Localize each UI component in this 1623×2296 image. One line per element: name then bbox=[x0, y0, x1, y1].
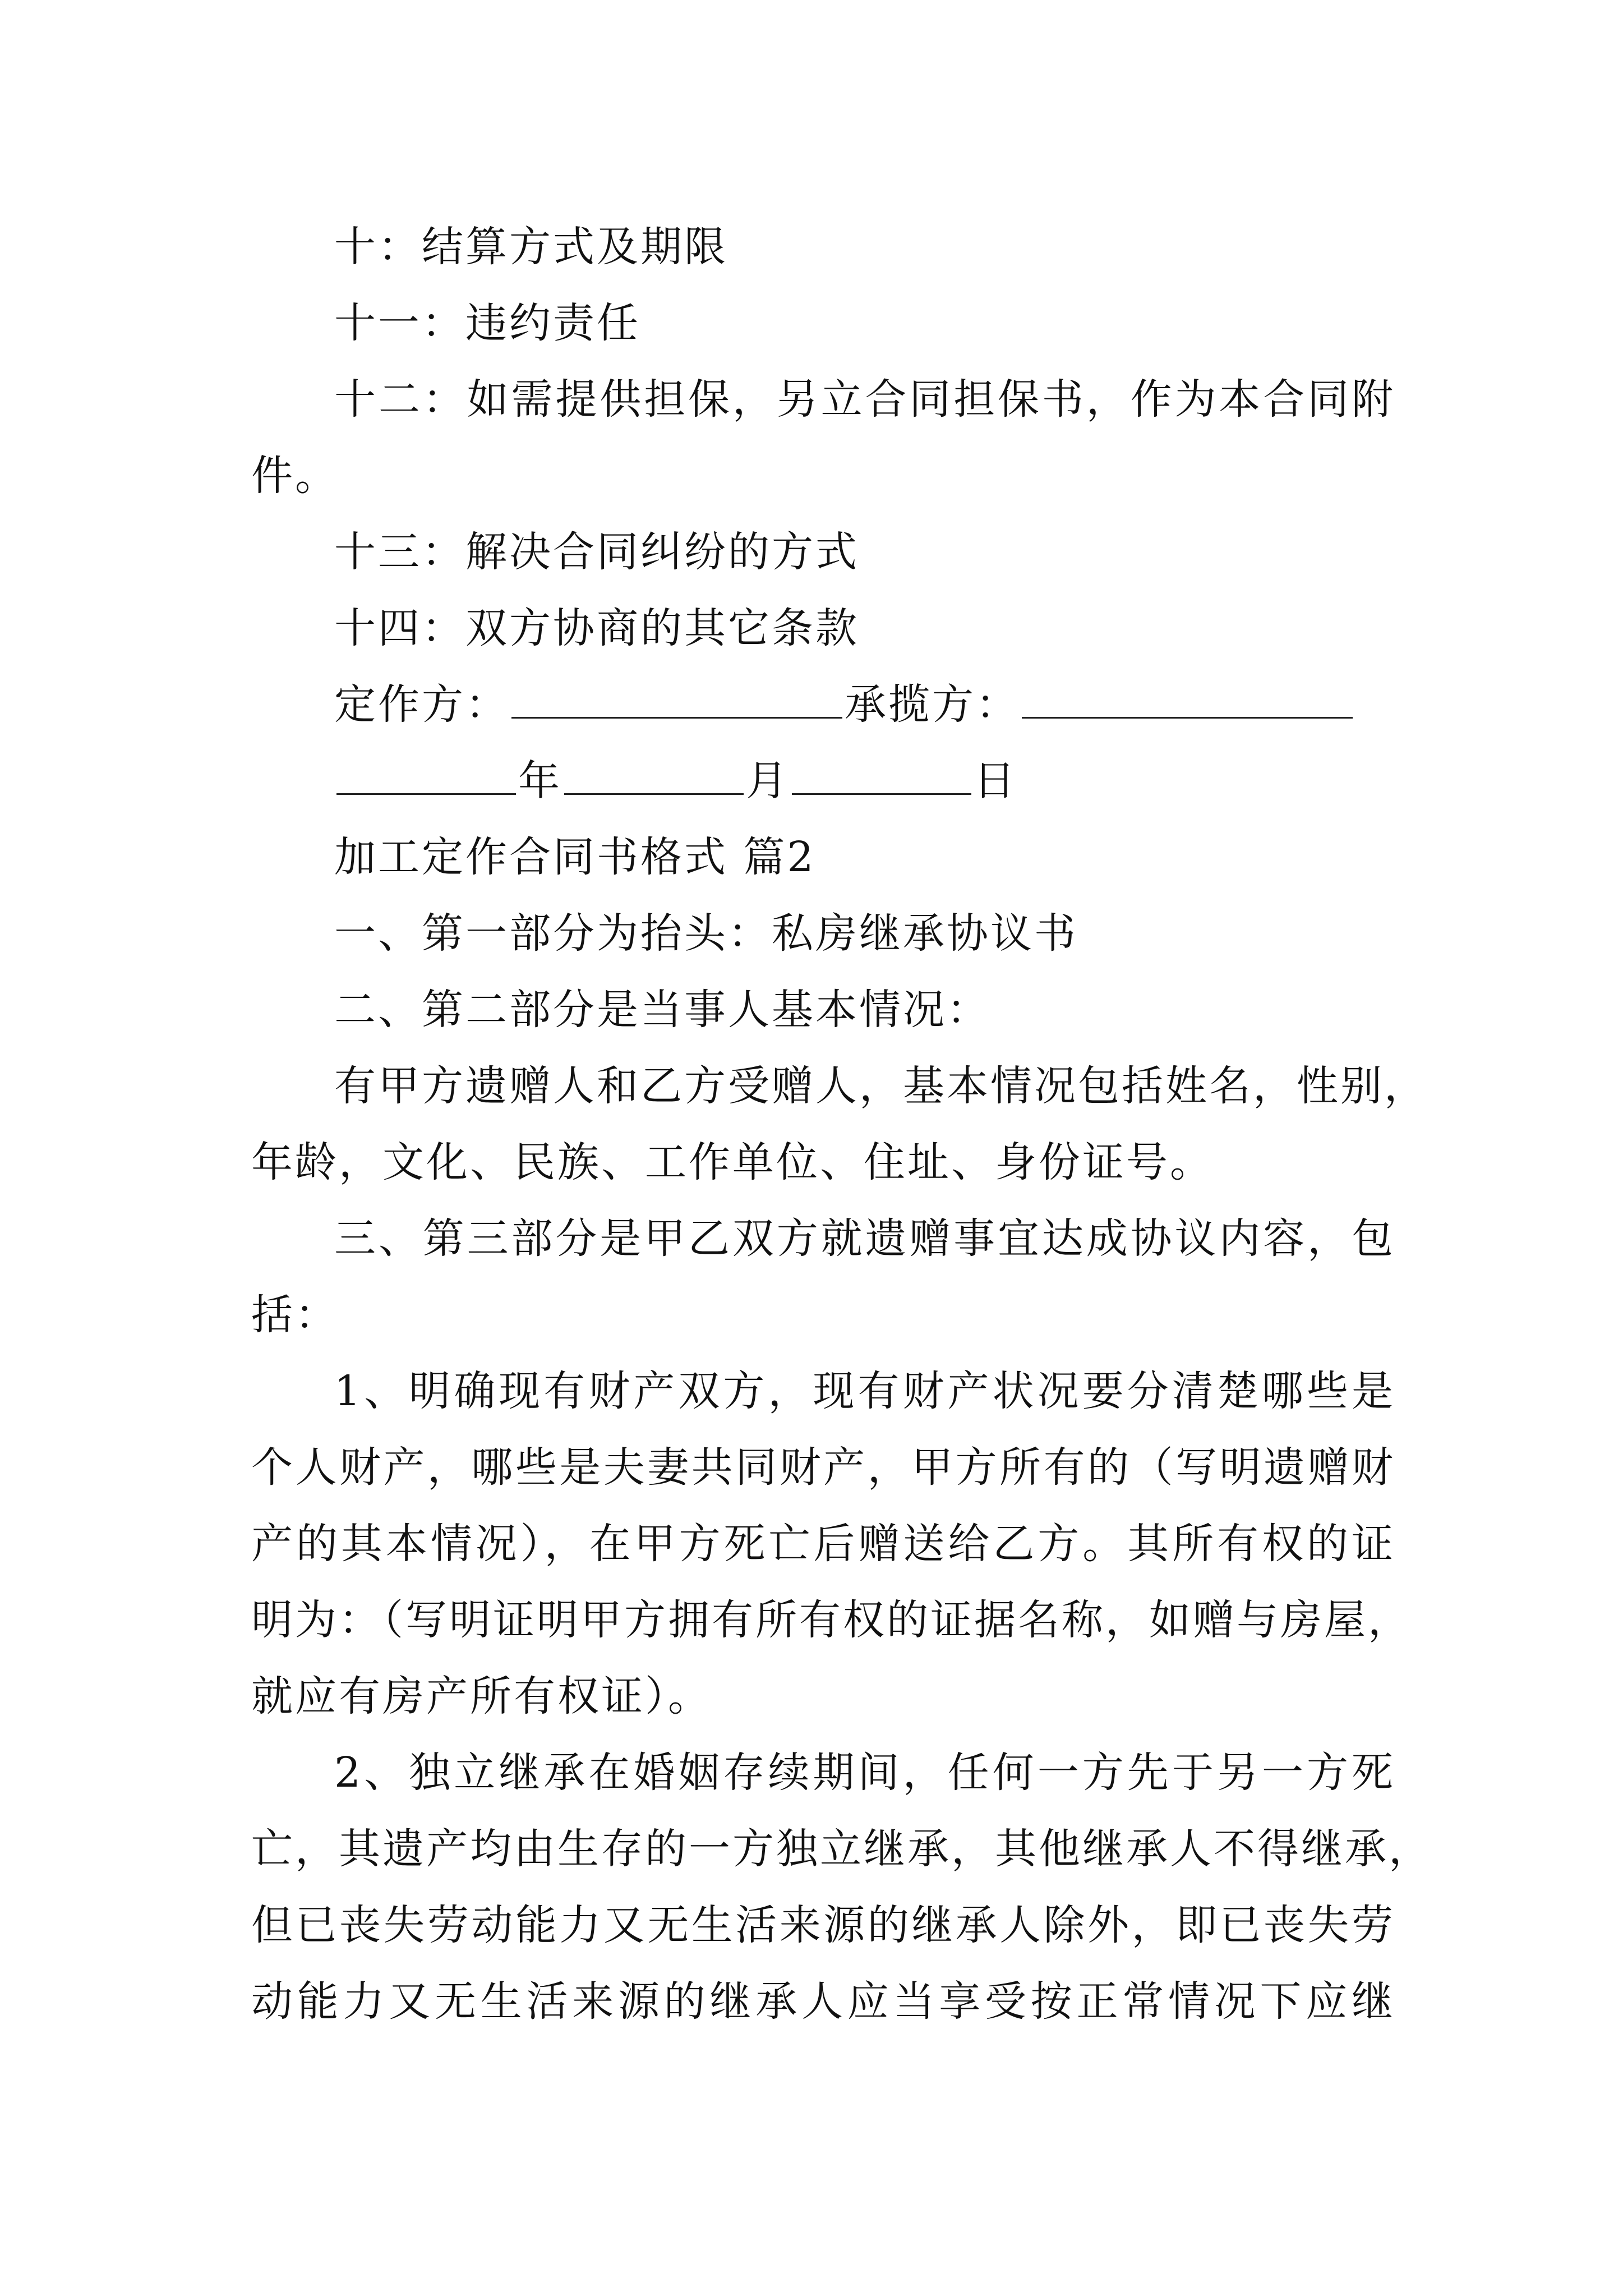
basic-info-line-1: 有甲方遗赠人和乙方受赠人，基本情况包括姓名，性别， bbox=[334, 1062, 1428, 1110]
basic-info-line-2: 年龄，文化、民族、工作单位、住址、身份证号。 bbox=[251, 1138, 1214, 1186]
year-blank bbox=[336, 754, 516, 795]
day-label: 日 bbox=[974, 757, 1017, 805]
section-2-part-2: 二、第二部分是当事人基本情况： bbox=[334, 986, 990, 1034]
item-1-line-2: 个人财产，哪些是夫妻共同财产，甲方所有的（写明遗赠财 bbox=[251, 1443, 1395, 1492]
month-label: 月 bbox=[746, 757, 790, 805]
item-1-line-3: 产的其本情况），在甲方死亡后赠送给乙方。其所有权的证 bbox=[251, 1520, 1395, 1568]
signature-parties-line bbox=[251, 666, 1401, 743]
orderer-label: 定作方： bbox=[334, 680, 509, 729]
month-blank bbox=[564, 754, 744, 795]
item-2-line-3: 但已丧失劳动能力又无生活来源的继承人除外，即已丧失劳 bbox=[251, 1901, 1395, 1949]
document-body bbox=[251, 209, 1432, 2040]
clause-11: 十一：违约责任 bbox=[334, 299, 640, 347]
item-2-line-1: 2、独立继承在婚姻存续期间，任何一方先于另一方死 bbox=[334, 1749, 1395, 1797]
item-1-line-1: 1、明确现有财产双方，现有财产状况要分清楚哪些是 bbox=[334, 1367, 1395, 1415]
contractor-blank bbox=[1022, 678, 1353, 719]
section-2-part-1: 一、第一部分为抬头：私房继承协议书 bbox=[334, 909, 1078, 958]
clause-13: 十三：解决合同纠纷的方式 bbox=[334, 528, 859, 576]
item-2-line-2: 亡，其遗产均由生存的一方独立继承，其他继承人不得继承， bbox=[251, 1825, 1432, 1873]
clause-12-line-2: 件。 bbox=[251, 452, 339, 500]
signature-date-line bbox=[251, 743, 1401, 819]
item-1-line-4: 明为：（写明证明甲方拥有所有权的证据名称，如赠与房屋， bbox=[251, 1596, 1412, 1644]
item-2-line-4: 动能力又无生活来源的继承人应当享受按正常情况下应继 bbox=[251, 1977, 1395, 2026]
clause-12-line-1: 十二：如需提供担保，另立合同担保书，作为本合同附 bbox=[334, 375, 1395, 424]
clause-10: 十：结算方式及期限 bbox=[334, 223, 728, 271]
orderer-blank bbox=[511, 678, 842, 719]
section-2-heading: 加工定作合同书格式 篇2 bbox=[334, 833, 816, 881]
section-2-part-3-line-1: 三、第三部分是甲乙双方就遗赠事宜达成协议内容，包 bbox=[334, 1214, 1395, 1263]
section-2-part-3-line-2: 括： bbox=[251, 1291, 339, 1339]
contractor-label: 承揽方： bbox=[845, 680, 1020, 729]
day-blank bbox=[792, 754, 971, 795]
clause-14: 十四：双方协商的其它条款 bbox=[334, 604, 859, 652]
year-label: 年 bbox=[518, 757, 562, 805]
item-1-line-5: 就应有房产所有权证）。 bbox=[251, 1672, 712, 1720]
